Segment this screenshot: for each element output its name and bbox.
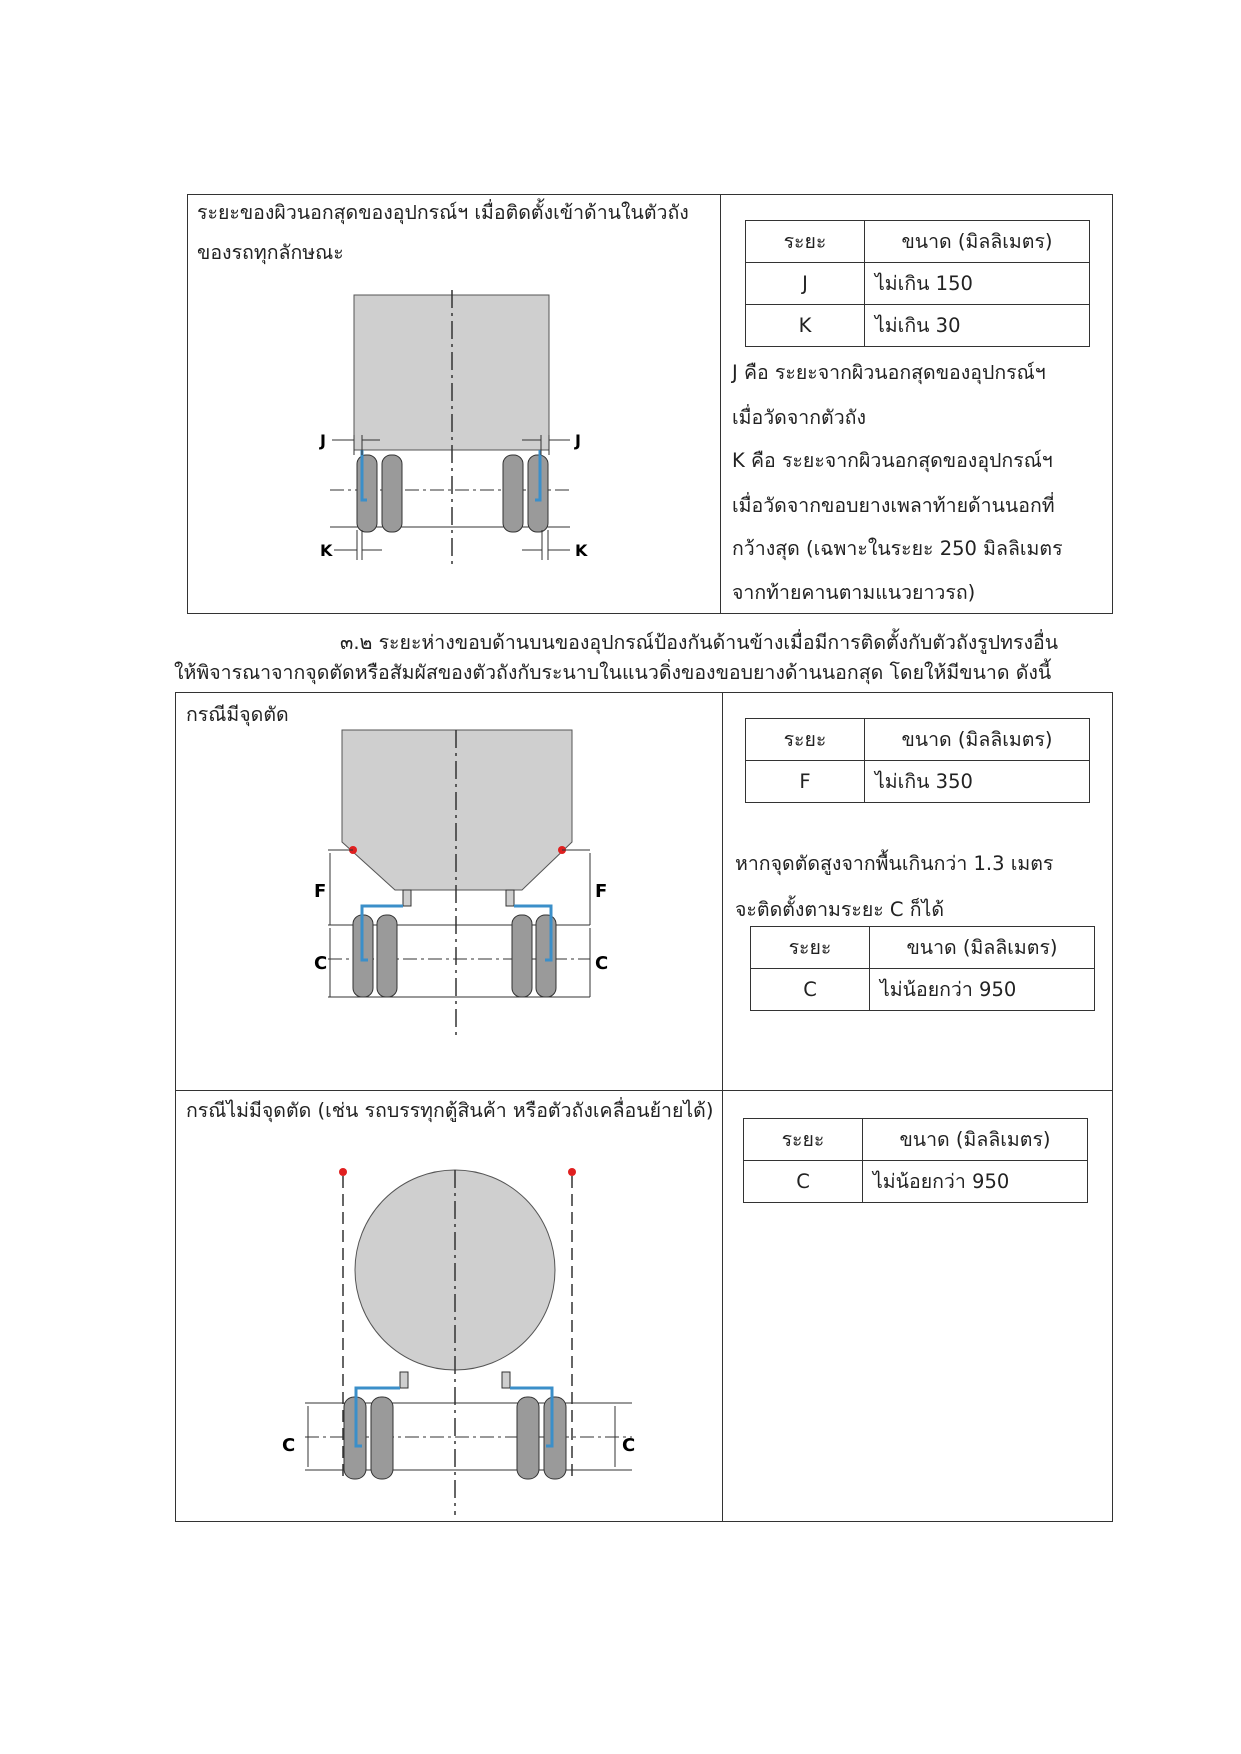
table-cell-j-value: ไม่เกิน 150 bbox=[865, 263, 1090, 305]
reference-point-right bbox=[568, 1168, 576, 1176]
label-f-left: F bbox=[314, 881, 327, 902]
note-j-line2: เมื่อวัดจากตัวถัง bbox=[732, 406, 866, 429]
right-tires bbox=[503, 450, 548, 532]
left-tires bbox=[353, 906, 403, 997]
table-header-size: ขนาด (มิลลิเมตร) bbox=[863, 1119, 1088, 1161]
section3-heading: กรณีไม่มีจุดตัด (เช่น รถบรรทุกตู้สินค้า หรือตัวถังเคลื่อนย้ายได้) bbox=[186, 1099, 714, 1122]
note-k-line2: เมื่อวัดจากขอบยางเพลาท้ายด้านนอกที่ bbox=[732, 494, 1055, 517]
table-header-distance: ระยะ bbox=[746, 221, 865, 263]
table-cell-f: F bbox=[746, 761, 865, 803]
label-k-right: K bbox=[575, 541, 588, 560]
label-k-left: K bbox=[320, 541, 333, 560]
section2-heading: กรณีมีจุดตัด bbox=[186, 703, 289, 726]
paragraph-line1: ๓.๒ ระยะห่างขอบด้านบนของอุปกรณ์ป้องกันด้านข้างเมื่อมีการติดตั้งกับตัวถังรูปทรงอื่น bbox=[340, 631, 1059, 654]
section2-dimension-table bbox=[745, 718, 1090, 803]
section2-c-table bbox=[750, 926, 1095, 1011]
table-cell-k: K bbox=[746, 305, 865, 347]
diagram-hopper-body bbox=[300, 725, 620, 1040]
table-cell-f-value: ไม่เกิน 350 bbox=[865, 761, 1090, 803]
table-cell-j: J bbox=[746, 263, 865, 305]
section2-note-line1: หากจุดตัดสูงจากพื้นเกินกว่า 1.3 เมตร bbox=[735, 852, 1054, 875]
label-c-right: C bbox=[595, 953, 609, 974]
section1-divider bbox=[720, 194, 721, 614]
section2-3-separator bbox=[175, 1090, 1113, 1091]
diagram-tank-body bbox=[270, 1160, 650, 1520]
label-c-left: C bbox=[314, 953, 328, 974]
reference-point-left bbox=[339, 1168, 347, 1176]
diagram-box-body bbox=[300, 285, 620, 585]
note-j-line1: J คือ ระยะจากผิวนอกสุดของอุปกรณ์ฯ bbox=[732, 361, 1046, 384]
section2-note-line2: จะติดตั้งตามระยะ C ก็ได้ bbox=[735, 898, 945, 921]
table-header-size: ขนาด (มิลลิเมตร) bbox=[865, 719, 1090, 761]
label-c-right: C bbox=[622, 1435, 636, 1456]
left-tires bbox=[357, 450, 402, 532]
paragraph-line2: ให้พิจารณาจากจุดตัดหรือสัมผัสของตัวถังกับระนาบในแนวดิ่งของขอบยางด้านนอกสุด โดยให้มีขนาด ดังนี้ bbox=[174, 661, 1052, 684]
right-tires bbox=[512, 906, 556, 997]
note-k-line3: กว้างสุด (เฉพาะในระยะ 250 มิลลิเมตร bbox=[732, 537, 1063, 560]
table-header-size: ขนาด (มิลลิเมตร) bbox=[870, 927, 1095, 969]
table-cell-c-value: ไม่น้อยกว่า 950 bbox=[863, 1161, 1088, 1203]
label-f-right: F bbox=[595, 881, 608, 902]
label-c-left: C bbox=[282, 1435, 296, 1456]
hopper-body bbox=[342, 730, 572, 890]
section1-dimension-table bbox=[745, 220, 1090, 347]
table-header-distance: ระยะ bbox=[744, 1119, 863, 1161]
right-tires bbox=[510, 1388, 566, 1479]
label-j-left: J bbox=[320, 431, 326, 450]
section2-3-divider bbox=[722, 692, 723, 1522]
section3-dimension-table bbox=[743, 1118, 1088, 1203]
table-cell-c: C bbox=[751, 969, 870, 1011]
table-header-size: ขนาด (มิลลิเมตร) bbox=[865, 221, 1090, 263]
table-cell-k-value: ไม่เกิน 30 bbox=[865, 305, 1090, 347]
note-k-line4: จากท้ายคานตามแนวยาวรถ) bbox=[732, 581, 976, 604]
table-header-distance: ระยะ bbox=[746, 719, 865, 761]
section1-heading-line1: ระยะของผิวนอกสุดของอุปกรณ์ฯ เมื่อติดตั้งเข้าด้านในตัวถัง bbox=[197, 201, 689, 224]
table-cell-c-value: ไม่น้อยกว่า 950 bbox=[870, 969, 1095, 1011]
table-cell-c: C bbox=[744, 1161, 863, 1203]
left-tires bbox=[344, 1388, 400, 1479]
note-k-line1: K คือ ระยะจากผิวนอกสุดของอุปกรณ์ฯ bbox=[732, 449, 1053, 472]
label-j-right: J bbox=[575, 431, 581, 450]
table-header-distance: ระยะ bbox=[751, 927, 870, 969]
section1-heading-line2: ของรถทุกลักษณะ bbox=[197, 241, 344, 264]
